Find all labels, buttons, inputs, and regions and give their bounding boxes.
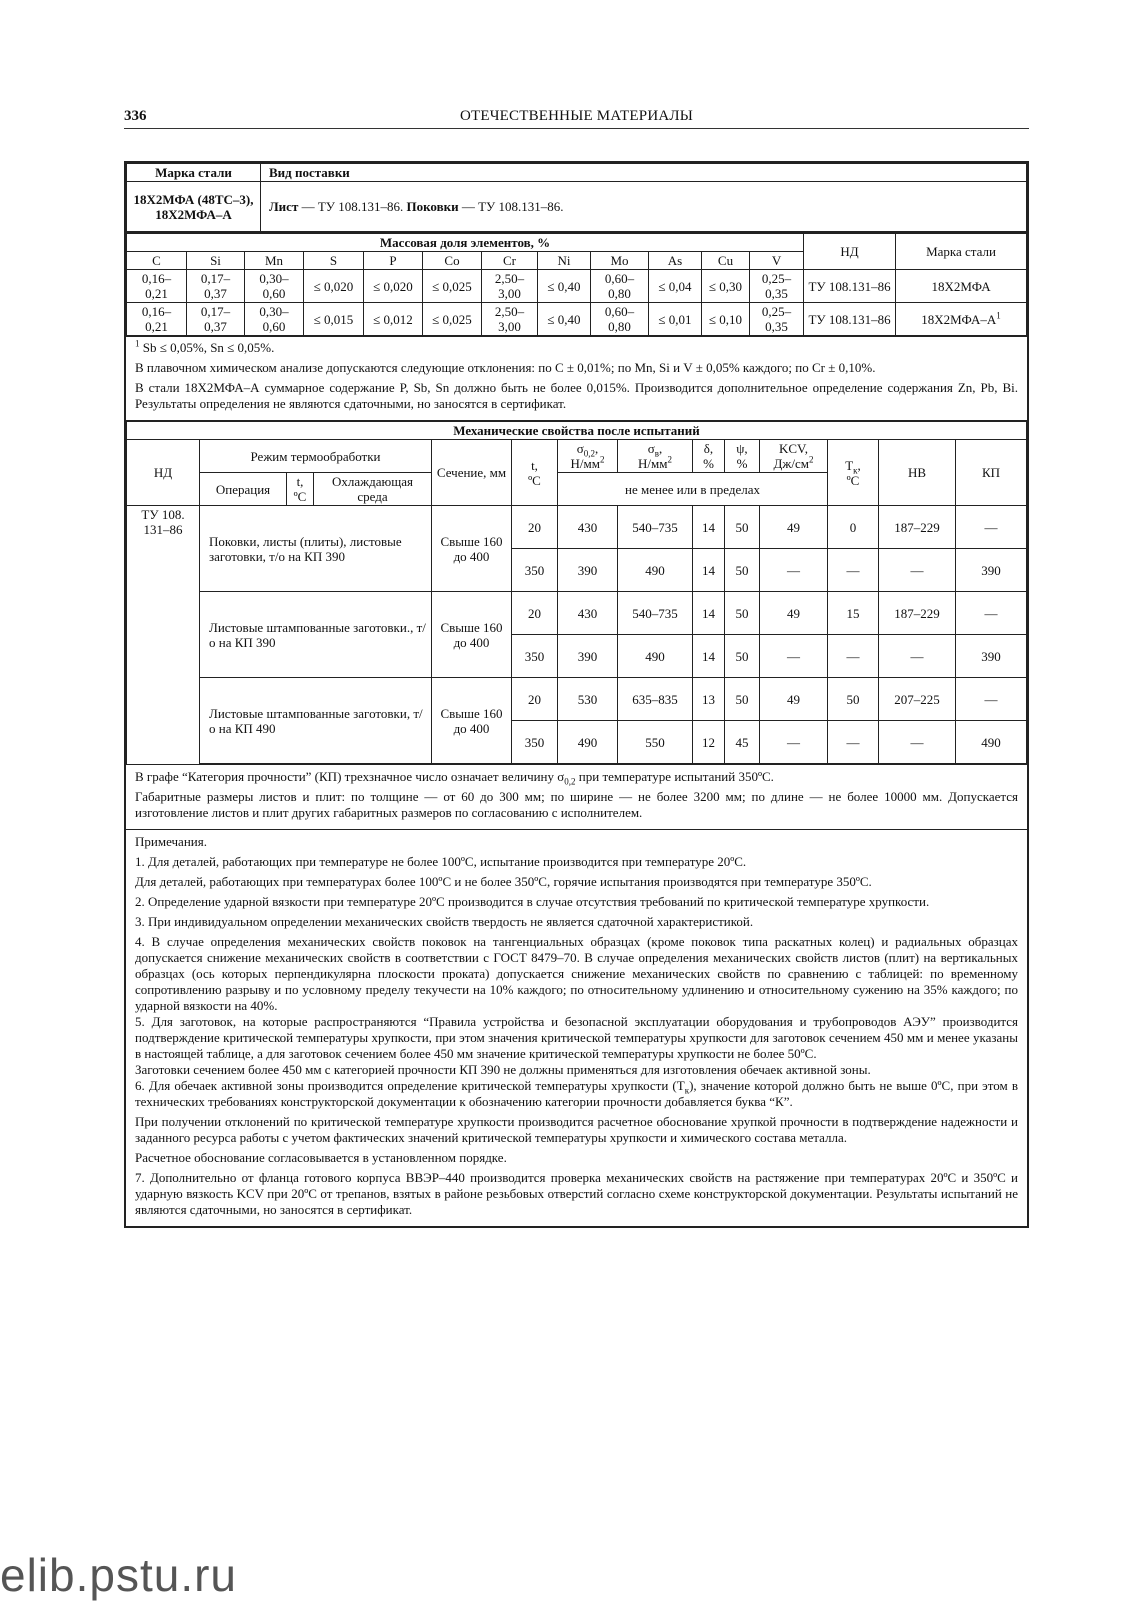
chem-cell: ≤ 0,10: [702, 303, 750, 336]
mech-value-cell: 350: [512, 549, 558, 592]
grade-table: [126, 163, 1027, 232]
mech-value-cell: —: [956, 592, 1027, 635]
supply-forg-value: — ТУ 108.131–86.: [458, 199, 564, 214]
chem-grade-cell: 18Х2МФА: [896, 270, 1027, 303]
grade-label: Марка стали: [127, 164, 261, 182]
chem-cell: ≤ 0,30: [702, 270, 750, 303]
mech-row: [127, 678, 1027, 721]
chem-element-header: Co: [423, 252, 482, 270]
chem-element-header: Ni: [538, 252, 591, 270]
mech-value-cell: 187–229: [879, 506, 956, 549]
mech-value-cell: 14: [693, 549, 725, 592]
chem-cell: 0,17– 0,37: [187, 270, 245, 303]
page-header: [124, 104, 1029, 129]
mech-value-cell: —: [879, 635, 956, 678]
mech-value-cell: —: [828, 549, 879, 592]
mech-value-cell: 350: [512, 635, 558, 678]
mech-nd-header: НД: [127, 440, 200, 506]
mech-value-cell: 14: [693, 506, 725, 549]
note-1b: Для деталей, работающих при температурах более 100ºС и не более 350ºС, горячие испытания производятся при температуре 350ºС.: [135, 874, 872, 889]
chem-element-header: Si: [187, 252, 245, 270]
chem-cell: 0,16– 0,21: [127, 270, 187, 303]
mech-value-cell: 20: [512, 592, 558, 635]
chem-cell: 2,50– 3,00: [482, 270, 538, 303]
mech-value-cell: 490: [956, 721, 1027, 764]
mech-title: Механические свойства после испытаний: [127, 421, 1027, 440]
supply-value: [261, 182, 1027, 232]
mech-hb-header: НВ: [879, 440, 956, 506]
mech-value-cell: 14: [693, 635, 725, 678]
chem-cell: 0,25– 0,35: [750, 270, 804, 303]
mech-value-cell: 390: [558, 549, 618, 592]
chem-cell: ≤ 0,020: [364, 270, 423, 303]
chem-title: Массовая доля элементов, %: [127, 233, 804, 252]
mech-value-cell: 390: [956, 549, 1027, 592]
chem-footnote-text: Sb ≤ 0,05%, Sn ≤ 0,05%.: [139, 340, 275, 355]
note-5: 5. Для заготовок, на которые распространяются “Правила устройства и безопасной эксплуатации оборудования и трубопроводов АЭУ” производится подтверждение критической температуры хрупкости, при этом значения критической температуры хрупкости для заготовок сечением 450 мм и менее указаны в настоящей таблице, а для заготовок сечением более 450 мм значение критической температуры хрупкости не более 50ºС.: [135, 1014, 1018, 1061]
chem-element-header: Mn: [245, 252, 304, 270]
mech-value-cell: 550: [618, 721, 693, 764]
note-7: 7. Дополнительно от фланца готового корпуса ВВЭР–440 производится проверка механических свойств на растяжение при температурах 20ºС и 350ºС и ударную вязкость KCV при 20ºС от трепанов, взятых в районе резьбовых отверстий согласно схеме конструкторской документации. Результаты испытаний не являются сдаточными, но заносятся в сертификат.: [135, 1170, 1018, 1217]
mech-row: [127, 592, 1027, 635]
mech-value-cell: 490: [618, 549, 693, 592]
mech-s02-header: $\sigma_{0,2}$, $Н/мм^2$: [558, 440, 618, 473]
chem-footnote: [135, 340, 1018, 356]
mech-value-cell: —: [828, 635, 879, 678]
chem-note-deviations: В плавочном химическом анализе допускаются следующие отклонения: по C ± 0,01%; по Mn, Si и V ± 0,05% каждого; по Cr ± 0,10%.: [135, 360, 876, 375]
chem-cell: 0,17– 0,37: [187, 303, 245, 336]
mech-tk-header: $Т_к$, ºС: [828, 440, 879, 506]
chem-cell: ≤ 0,025: [423, 303, 482, 336]
chem-row: [127, 303, 1027, 336]
mech-value-cell: 20: [512, 678, 558, 721]
mech-value-cell: 390: [956, 635, 1027, 678]
chem-cell: 0,25– 0,35: [750, 303, 804, 336]
running-title: ОТЕЧЕСТВЕННЫЕ МАТЕРИАЛЫ: [459, 108, 694, 124]
chem-cell: ≤ 0,015: [304, 303, 364, 336]
mech-value-cell: —: [956, 678, 1027, 721]
mech-section-cell: Свыше 160 до 400: [432, 678, 512, 764]
mech-minmax-header: не менее или в пределах: [558, 473, 828, 506]
note-5b: Заготовки сечением более 450 мм с категорией прочности КП 390 не должны применяться для изготовления обечаек активной зоны.: [135, 1062, 871, 1077]
chem-body: [127, 270, 1027, 336]
chem-cell: ≤ 0,020: [304, 270, 364, 303]
mech-value-cell: 50: [725, 549, 760, 592]
mech-value-cell: —: [879, 721, 956, 764]
note-4: 4. В случае определения механических свойств поковок на тангенциальных образцах (кроме поковок типа раскатных колец) и радиальных образцах допускается снижение механических свойств в соответствии с ГОСТ 8479–70. В случае определения механических свойств листов (плит) на вертикальных образцах (ось которых перпендикулярна плоскости проката) допускается снижение механических свойств по сравнению с таблицей: по временному сопротивлению разрыву и по условному пределу текучести на 10% каждого; по относительному удлинению и относительному сужению на 35% каждого; по ударной вязкости на 40%.: [135, 934, 1018, 1013]
kp-note: В графе “Категория прочности” (КП) трехзначное число означает величину $\sigma_{0,2}$ при температуре испытаний 350ºС.: [135, 769, 774, 787]
mech-sb-header: $\sigma_в$, $Н/мм^2$: [618, 440, 693, 473]
steel-datasheet: [124, 161, 1029, 1228]
note-3: 3. При индивидуальном определении механических свойств твердость не является сдаточной характеристикой.: [135, 914, 754, 929]
mech-table: [126, 420, 1027, 764]
supply-label: Вид поставки: [261, 164, 1027, 182]
chem-cell: ≤ 0,025: [423, 270, 482, 303]
watermark: elib.pstu.ru: [0, 1549, 238, 1601]
chem-cell: 0,30– 0,60: [245, 303, 304, 336]
mech-nd-cell: ТУ 108. 131–86: [127, 506, 200, 764]
mech-delta-header: δ, %: [693, 440, 725, 473]
chem-cell: 0,60– 0,80: [591, 303, 649, 336]
mech-regime-header: Режим термообработки: [200, 440, 432, 473]
mech-operation-header: Операция: [200, 473, 287, 506]
mech-cooling-header: Охлаждающая среда: [314, 473, 432, 506]
mech-treat-temp-header: t, ºС: [287, 473, 314, 506]
mech-body: [127, 506, 1027, 764]
mech-value-cell: 45: [725, 721, 760, 764]
mech-value-cell: 350: [512, 721, 558, 764]
mech-value-cell: —: [956, 506, 1027, 549]
supply-list-value: — ТУ 108.131–86.: [298, 199, 407, 214]
mech-value-cell: 14: [693, 592, 725, 635]
chem-element-header: P: [364, 252, 423, 270]
mech-value-cell: 50: [725, 678, 760, 721]
chem-nd-cell: ТУ 108.131–86: [804, 270, 896, 303]
mech-value-cell: 50: [725, 506, 760, 549]
mech-value-cell: 50: [828, 678, 879, 721]
chem-row: [127, 270, 1027, 303]
mech-value-cell: —: [760, 635, 828, 678]
mech-value-cell: —: [760, 721, 828, 764]
chem-cell: ≤ 0,40: [538, 303, 591, 336]
mech-operation-cell: Листовые штампованные заготовки, т/о на КП 490: [200, 678, 432, 764]
chem-element-header: V: [750, 252, 804, 270]
chem-nd-cell: ТУ 108.131–86: [804, 303, 896, 336]
chem-table: [126, 232, 1027, 336]
chem-cell: 0,30– 0,60: [245, 270, 304, 303]
chem-element-header: Mo: [591, 252, 649, 270]
mech-value-cell: —: [828, 721, 879, 764]
chem-note-impurities: В стали 18Х2МФА–А суммарное содержание P, Sb, Sn должно быть не более 0,015%. Производится дополнительное определение содержания Zn, Pb, Bi. Результаты определения не являются сдаточными, но заносятся в сертификат.: [135, 380, 1018, 411]
mech-value-cell: 50: [725, 635, 760, 678]
mech-value-cell: 490: [618, 635, 693, 678]
mech-section-header: Сечение, мм: [432, 440, 512, 506]
mech-value-cell: 490: [558, 721, 618, 764]
mech-value-cell: 430: [558, 506, 618, 549]
chem-cell: ≤ 0,04: [649, 270, 702, 303]
mech-value-cell: 50: [725, 592, 760, 635]
mech-value-cell: 49: [760, 506, 828, 549]
mech-kcv-header: KCV, $Дж/см^2$: [760, 440, 828, 473]
mech-value-cell: 12: [693, 721, 725, 764]
mech-value-cell: 20: [512, 506, 558, 549]
mech-row: [127, 506, 1027, 549]
chem-element-header: As: [649, 252, 702, 270]
chem-cell: 0,16– 0,21: [127, 303, 187, 336]
mech-operation-cell: Листовые штампованные заготовки., т/о на КП 390: [200, 592, 432, 678]
mech-value-cell: —: [879, 549, 956, 592]
mech-kp-header: КП: [956, 440, 1027, 506]
mech-value-cell: 49: [760, 678, 828, 721]
chem-cell: 2,50– 3,00: [482, 303, 538, 336]
chem-footnote-mark: 1: [135, 338, 140, 349]
mech-test-temp-header: t, ºС: [512, 440, 558, 506]
size-note: Габаритные размеры листов и плит: по толщине — от 60 до 300 мм; по ширине — не более 3200 мм; по длине — не более 10000 мм. Допускается изготовление листов и плит других габаритных размеров по согласованию с исполнителем.: [135, 789, 1018, 820]
chem-element-header: Cr: [482, 252, 538, 270]
mech-psi-header: ψ, %: [725, 440, 760, 473]
mech-value-cell: 430: [558, 592, 618, 635]
chem-element-header: Cu: [702, 252, 750, 270]
mech-value-cell: 635–835: [618, 678, 693, 721]
mech-value-cell: 49: [760, 592, 828, 635]
mech-value-cell: 187–229: [879, 592, 956, 635]
mech-value-cell: 540–735: [618, 506, 693, 549]
chem-grade-header: Марка стали: [896, 233, 1027, 270]
note-2: 2. Определение ударной вязкости при температуре 20ºС производится в случае отсутствия требований по критической температуре хрупкости.: [135, 894, 930, 909]
mech-value-cell: —: [760, 549, 828, 592]
chem-cell: ≤ 0,01: [649, 303, 702, 336]
supply-list-label: Лист: [269, 199, 299, 214]
mech-value-cell: 207–225: [879, 678, 956, 721]
page-number: 336: [124, 108, 147, 124]
mech-value-cell: 15: [828, 592, 879, 635]
mech-value-cell: 0: [828, 506, 879, 549]
chem-element-header: C: [127, 252, 187, 270]
mech-operation-cell: Поковки, листы (плиты), листовые заготовки, т/о на КП 390: [200, 506, 432, 592]
note-6d: Расчетное обоснование согласовывается в установленном порядке.: [135, 1150, 507, 1165]
note-1a: 1. Для деталей, работающих при температуре не более 100ºС, испытание производится при температуре 20ºС.: [135, 854, 747, 869]
chem-element-header: S: [304, 252, 364, 270]
mech-value-cell: 540–735: [618, 592, 693, 635]
chem-cell: ≤ 0,40: [538, 270, 591, 303]
mech-section-cell: Свыше 160 до 400: [432, 506, 512, 592]
notes-title: Примечания.: [135, 834, 207, 849]
general-notes: [126, 829, 1027, 1226]
grade-value: 18Х2МФА (48ТС–3), 18Х2МФА–А: [127, 182, 261, 232]
mech-notes: [126, 764, 1027, 829]
note-6: 6. Для обечаек активной зоны производится определение критической температуры хрупкости $(Т_к)$, значение которой должно быть не выше 0ºС, при этом в технических требованиях конструкторской документации к обозначению категории прочности добавляется буква “К”.: [135, 1078, 1018, 1109]
supply-forg-label: Поковки: [406, 199, 459, 214]
chem-grade-cell: $18Х2МФА-А^1$: [896, 303, 1027, 336]
chem-cell: 0,60– 0,80: [591, 270, 649, 303]
chem-nd-header: НД: [804, 233, 896, 270]
mech-value-cell: 13: [693, 678, 725, 721]
mech-value-cell: 530: [558, 678, 618, 721]
mech-section-cell: Свыше 160 до 400: [432, 592, 512, 678]
note-6c: При получении отклонений по критической температуре хрупкости производится расчетное обоснование хрупкой прочности в подтверждение надежности и заданного ресурса работы с учетом фактических значений критической температуры хрупкости и химического состава металла.: [135, 1114, 1018, 1145]
chem-notes: [126, 336, 1027, 420]
mech-value-cell: 390: [558, 635, 618, 678]
chem-cell: ≤ 0,012: [364, 303, 423, 336]
